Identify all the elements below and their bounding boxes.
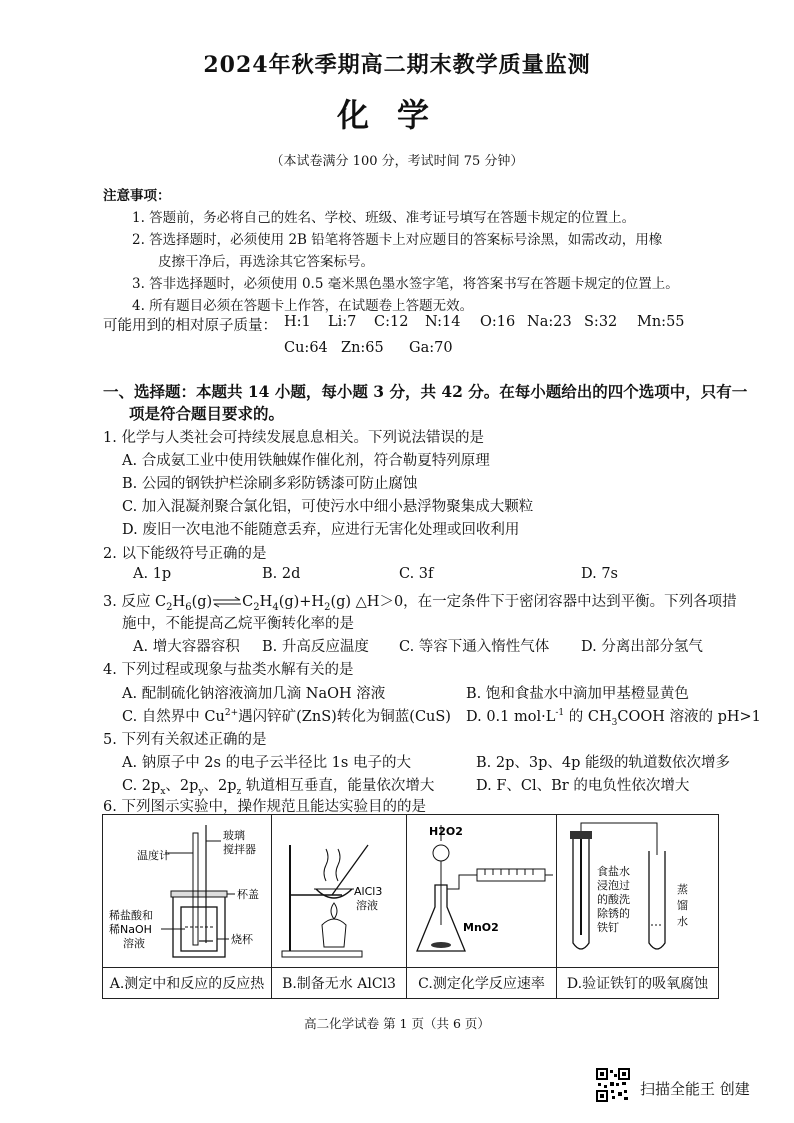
- scanner-watermark: 扫描全能王 创建: [640, 1080, 750, 1098]
- atomic-mass: Na:23: [527, 314, 572, 330]
- option-a: A. 配制硫化钠溶液滴加几滴 NaOH 溶液: [122, 686, 386, 702]
- atomic-mass: C:12: [374, 314, 409, 330]
- label-solution-1: 稀盐酸和: [109, 909, 153, 922]
- atomic-mass: H:1: [284, 314, 311, 330]
- option-b: B. 2p、3p、4p 能级的轨道数依次增多: [476, 755, 731, 771]
- label-lid: 杯盖: [237, 888, 259, 901]
- experiment-figure-table: [102, 814, 719, 999]
- figure-c-caption: C.测定化学反应速率: [407, 968, 557, 999]
- label-h2o2: H2O2: [429, 825, 463, 838]
- option-a: A. 1p: [133, 566, 172, 582]
- figure-d-caption: D.验证铁钉的吸氧腐蚀: [557, 968, 719, 999]
- option-d: D. F、Cl、Br 的电负性依次增大: [476, 778, 690, 794]
- atomic-mass-label: 可能用到的相对原子质量：: [103, 318, 277, 334]
- label-d-5: 铁钉: [597, 921, 619, 934]
- rate-measurement-diagram: [407, 815, 557, 963]
- question-stem: 5. 下列有关叙述正确的是: [103, 732, 267, 748]
- atomic-mass: O:16: [480, 314, 516, 330]
- question-stem-cont: 施中，不能提高乙烷平衡转化率的是: [122, 616, 354, 632]
- label-beaker: 烧杯: [231, 933, 253, 946]
- option-b: B. 升高反应温度: [262, 639, 369, 655]
- notice-item: 皮擦干净后，再选涂其它答案标号。: [158, 254, 374, 270]
- atomic-mass: Li:7: [328, 314, 357, 330]
- label-stirrer: 搅拌器: [223, 843, 256, 856]
- label-d-4: 除锈的: [597, 907, 630, 920]
- question-stem: 6. 下列图示实验中，操作规范且能达实验目的的是: [103, 799, 426, 815]
- question-stem: 4. 下列过程或现象与盐类水解有关的是: [103, 662, 354, 678]
- atomic-mass: Cu:64: [284, 340, 328, 356]
- question-stem: 1. 化学与人类社会可持续发展息息相关。下列说法错误的是: [103, 430, 484, 446]
- corrosion-diagram: [557, 815, 719, 963]
- label-solution: 溶液: [356, 899, 378, 912]
- option-a: A. 合成氨工业中使用铁触媒作催化剂，符合勒夏特列原理: [122, 453, 490, 469]
- option-c: C. 等容下通入惰性气体: [399, 639, 550, 655]
- figure-a-apparatus: [103, 815, 272, 968]
- notice-heading: 注意事项：: [103, 188, 171, 204]
- option-a: A. 增大容器容积: [133, 639, 240, 655]
- atomic-mass: Ga:70: [409, 340, 453, 356]
- option-d: D. 废旧一次电池不能随意丢弃，应进行无害化处理或回收利用: [122, 522, 520, 538]
- label-d-6: 蒸: [677, 883, 688, 896]
- figure-d-apparatus: [557, 815, 719, 968]
- option-b: B. 2d: [262, 566, 301, 582]
- label-thermometer: 温度计: [137, 849, 170, 862]
- option-d: D. 0.1 $mol\cdot L^{-1}$ 的 $CH_3COOH$ 溶液的 pH>1: [466, 708, 761, 728]
- label-solution-3: 溶液: [123, 937, 145, 950]
- option-c: C. 自然界中 $Cu^{2+}$遇闪锌矿(ZnS)转化为铜蓝(CuS): [122, 708, 451, 725]
- label-mno2: MnO2: [463, 921, 499, 934]
- option-d: D. 7s: [581, 566, 618, 582]
- figure-b-apparatus: [272, 815, 407, 968]
- option-c: C. 3f: [399, 566, 434, 582]
- exam-title: 2024年秋季期高二期末教学质量监测: [203, 52, 591, 78]
- atomic-mass: Mn:55: [637, 314, 685, 330]
- page-footer: 高二化学试卷 第 1 页（共 6 页）: [304, 1016, 490, 1031]
- evaporation-diagram: [272, 815, 407, 963]
- figure-c-apparatus: [407, 815, 557, 968]
- option-b: B. 公园的钢铁护栏涂刷多彩防锈漆可防止腐蚀: [122, 476, 418, 492]
- label-d-2: 浸泡过: [597, 879, 630, 892]
- figure-b-caption: B.制备无水 AlCl3: [272, 968, 407, 999]
- qr-code-icon: [596, 1068, 630, 1102]
- notice-item: 4. 所有题目必须在答题卡上作答，在试题卷上答题无效。: [132, 298, 474, 314]
- figure-a-caption: A.测定中和反应的反应热: [103, 968, 272, 999]
- notice-item: 3. 答非选择题时，必须使用 0.5 毫米黑色墨水签字笔，将答案书写在答题卡规定的位置上。: [132, 276, 679, 292]
- option-a: A. 钠原子中 2s 的电子云半径比 1s 电子的大: [122, 755, 411, 771]
- option-b: B. 饱和食盐水中滴加甲基橙显黄色: [466, 686, 689, 702]
- label-d-1: 食盐水: [597, 865, 630, 878]
- section-heading: 一、选择题：本题共 14 小题，每小题 3 分，共 42 分。在每小题给出的四个选项中，只有一: [103, 382, 748, 401]
- exam-note: （本试卷满分 100 分，考试时间 75 分钟）: [270, 154, 524, 169]
- notice-item: 1. 答题前，务必将自己的姓名、学校、班级、准考证号填写在答题卡规定的位置上。: [132, 210, 636, 226]
- label-d-7: 馏: [677, 899, 688, 912]
- subject-title: 化学: [336, 96, 457, 134]
- calorimeter-diagram: [103, 815, 272, 963]
- option-c: C. 加入混凝剂聚合氯化铝，可使污水中细小悬浮物聚集成大颗粒: [122, 499, 534, 515]
- label-alcl3: AlCl3: [354, 885, 383, 898]
- atomic-mass: S:32: [584, 314, 618, 330]
- option-d: D. 分离出部分氢气: [581, 639, 703, 655]
- label-solution-2: 稀NaOH: [109, 923, 152, 936]
- label-glass: 玻璃: [223, 829, 245, 842]
- question-stem: 3. 反应 $C_2H_6(g)$ $C_2H_4(g)+H_2(g)$ △H＞0，在一定条件下于密闭容器中达到平衡。下列各项措: [103, 594, 737, 613]
- label-d-8: 水: [677, 915, 688, 928]
- option-c: C. $2p_x$、$2p_y$、$2p_z$ 轨道相互垂直，能量依次增大: [122, 778, 435, 797]
- section-heading-cont: 项是符合题目要求的。: [129, 404, 285, 423]
- label-d-3: 的酸洗: [597, 893, 630, 906]
- question-stem: 2. 以下能级符号正确的是: [103, 546, 267, 562]
- atomic-mass: N:14: [425, 314, 461, 330]
- equilibrium-arrow-icon: [212, 596, 242, 608]
- notice-item: 2. 答选择题时，必须使用 2B 铅笔将答题卡上对应题目的答案标号涂黑，如需改动，用橡: [132, 232, 663, 248]
- atomic-mass: Zn:65: [341, 340, 384, 356]
